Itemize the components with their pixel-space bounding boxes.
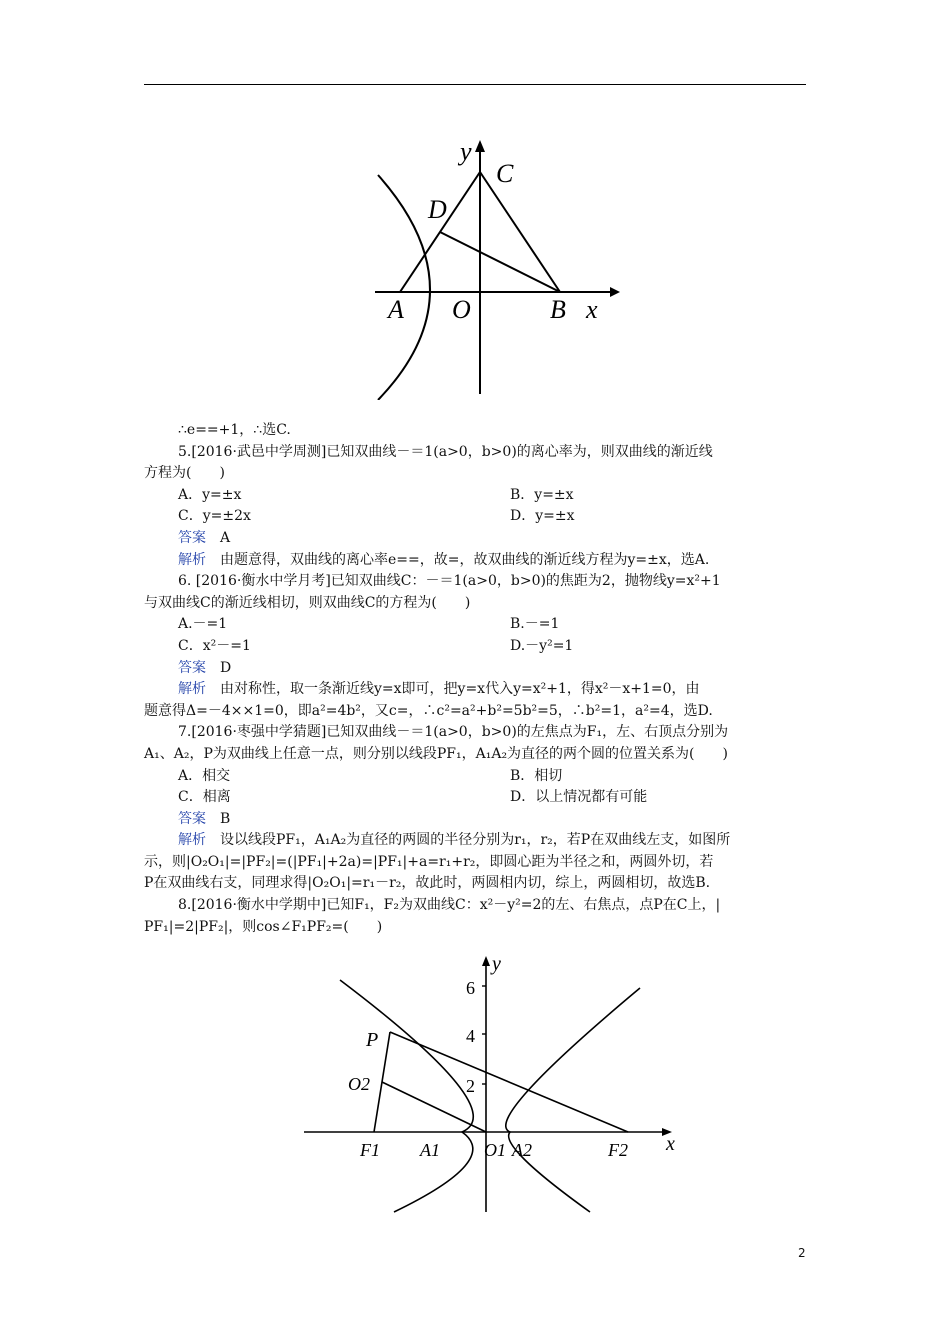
answer-tag: 答案 xyxy=(178,659,206,676)
label-y: y xyxy=(492,953,501,975)
header-rule xyxy=(144,84,806,85)
label-d: D xyxy=(428,195,447,224)
tick-label-2: 2 xyxy=(466,1076,475,1096)
answer-tag: 答案 xyxy=(178,529,206,546)
q6-answer xyxy=(144,658,808,680)
q5-options-row-1 xyxy=(144,485,808,507)
q7-answer xyxy=(144,809,808,831)
segment-db xyxy=(440,232,560,292)
label-c: C xyxy=(496,159,514,188)
q7-explanation-3: P在双曲线右支，同理求得|O₂O₁|=r₁－r₂，故此时，两圆相内切，综上，两圆相切，故选B. xyxy=(144,875,711,892)
label-p: P xyxy=(366,1029,379,1051)
explanation-tag: 解析 xyxy=(178,681,206,698)
tick-label-4: 4 xyxy=(466,1026,475,1046)
q6-option-c: C．x²－=1 xyxy=(178,637,251,654)
label-y: y xyxy=(460,137,472,166)
label-o: O xyxy=(452,295,471,324)
explanation-tag: 解析 xyxy=(178,832,206,849)
q5-option-a: A．y=±x xyxy=(178,486,242,503)
figure-triangle-hyperbola xyxy=(370,130,620,400)
label-o2: O2 xyxy=(348,1074,370,1094)
q5-options-row-2 xyxy=(144,506,808,528)
q5-option-b: B．y=±x xyxy=(510,486,574,503)
q8-stem-1: 8.[2016·衡水中学期中]已知F₁，F₂为双曲线C：x²－y²=2的左、右焦点，点P在C上，| xyxy=(178,897,721,914)
q7-stem-1: 7.[2016·枣强中学猜题]已知双曲线－＝1(a>0，b>0)的左焦点为F₁，左、右顶点分别为 xyxy=(178,724,729,741)
q7-option-b: B．相切 xyxy=(510,767,563,784)
y-arrow xyxy=(482,956,490,966)
label-a2: A2 xyxy=(512,1140,532,1160)
hyperbola-right-branch xyxy=(506,988,640,1212)
q7-explanation-1 xyxy=(144,830,808,852)
q6-explanation-2: 题意得Δ=－4××1=0，即a²=4b²，又c=，∴c²=a²+b²=5b²=5，∴b²=1，a²=4，选D. xyxy=(144,702,713,719)
q5-explanation-text: 由题意得，双曲线的离心率e==，故=，故双曲线的渐近线方程为y=±x，选A. xyxy=(220,551,710,568)
q7-options-row-2 xyxy=(144,787,808,809)
q6-option-b: B.－=1 xyxy=(510,616,560,633)
label-f1: F1 xyxy=(360,1140,380,1160)
q6-answer-value: D xyxy=(220,659,232,676)
q6-explanation-text-1: 由对称性，取一条渐近线y=x即可，把y=x代入y=x²+1，得x²－x+1=0，由 xyxy=(220,681,700,698)
q5-answer-value: A xyxy=(220,529,231,546)
q5-explanation xyxy=(144,550,808,572)
label-a: A xyxy=(388,295,404,324)
page-number: 2 xyxy=(798,1246,806,1260)
q7-answer-value: B xyxy=(220,810,231,827)
q7-option-c: C．相离 xyxy=(178,789,231,806)
q6-explanation-1 xyxy=(144,679,808,701)
figure-hyperbola-circles xyxy=(302,950,694,1220)
q8-stem-2: PF₁|=2|PF₂|，则cos∠F₁PF₂=( ) xyxy=(144,918,383,935)
q7-stem-2: A₁、A₂，P为双曲线上任意一点，则分别以线段PF₁，A₁A₂为直径的两个圆的位置关系为( ) xyxy=(144,745,728,762)
q6-stem-2: 与双曲线C的渐近线相切，则双曲线C的方程为( ) xyxy=(144,594,471,611)
q5-option-d: D．y=±x xyxy=(510,508,575,525)
text-line: ∴e==+1，∴选C. xyxy=(178,422,291,438)
label-o1: O1 xyxy=(484,1140,506,1160)
q6-option-a: A.－=1 xyxy=(178,616,228,633)
label-f2: F2 xyxy=(608,1140,628,1160)
hyperbola-left-branch xyxy=(340,980,473,1212)
q7-explanation-2: 示，则|O₂O₁|=|PF₂|=(|PF₁|+2a)=|PF₁|+a=r₁+r₂，即圆心距为半径之和，两圆外切，若 xyxy=(144,853,714,870)
q5-stem-1: 5.[2016·武邑中学周测]已知双曲线－＝1(a>0，b>0)的离心率为，则双曲线的渐近线 xyxy=(178,443,713,460)
answer-tag: 答案 xyxy=(178,810,206,827)
q6-option-d: D.－y²=1 xyxy=(510,637,574,654)
explanation-tag: 解析 xyxy=(178,551,206,568)
x-arrow xyxy=(610,287,620,297)
content-text xyxy=(144,420,808,938)
label-b: B xyxy=(550,295,566,324)
segment-cb xyxy=(480,172,560,292)
q6-options-row-1 xyxy=(144,614,808,636)
q6-options-row-2 xyxy=(144,636,808,658)
tick-label-6: 6 xyxy=(466,978,475,998)
q7-options-row-1 xyxy=(144,766,808,788)
q5-option-c: C．y=±2x xyxy=(178,508,251,525)
q7-option-d: D．以上情况都有可能 xyxy=(510,789,648,806)
label-x: x xyxy=(666,1133,675,1155)
y-arrow xyxy=(475,140,485,152)
label-a1: A1 xyxy=(420,1140,440,1160)
label-x: x xyxy=(586,295,598,324)
q6-stem-1: 6. [2016·衡水中学月考]已知双曲线C：－＝1(a>0，b>0)的焦距为2，抛物线y=x²+1 xyxy=(178,573,721,590)
q5-stem-2: 方程为( ) xyxy=(144,465,225,482)
q5-answer xyxy=(144,528,808,550)
q7-option-a: A．相交 xyxy=(178,767,231,784)
q7-explanation-text-1: 设以线段PF₁，A₁A₂为直径的两圆的半径分别为r₁，r₂，若P在双曲线左支，如图所 xyxy=(220,832,731,849)
